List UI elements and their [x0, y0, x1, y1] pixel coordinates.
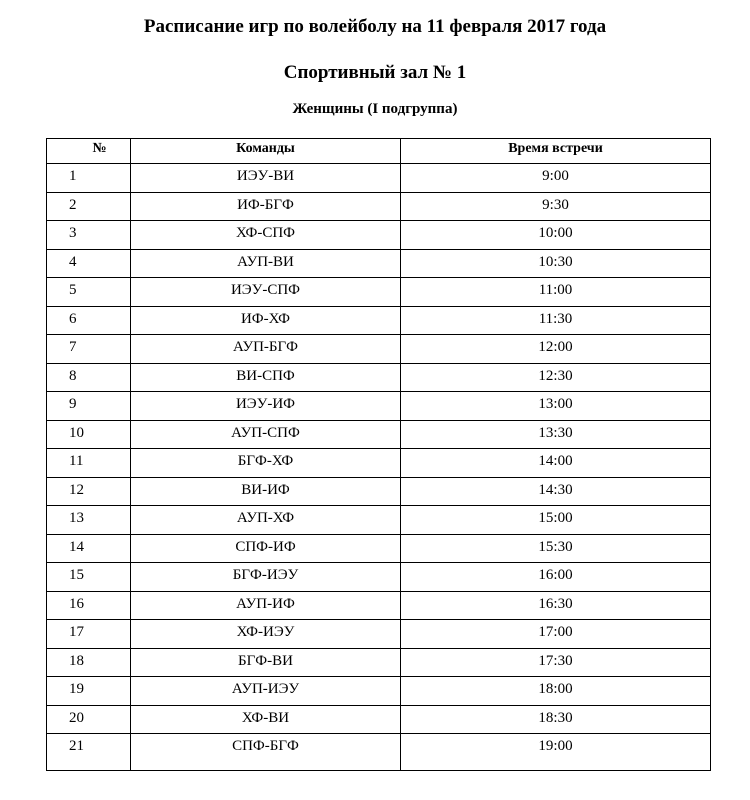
header-time: Время встречи: [401, 139, 711, 164]
row-teams: СПФ-ИФ: [131, 534, 401, 563]
row-teams: ХФ-СПФ: [131, 221, 401, 250]
row-teams: ИЭУ-ИФ: [131, 392, 401, 421]
row-time: 16:30: [401, 591, 711, 620]
row-time: 11:00: [401, 278, 711, 307]
table-row: [47, 506, 711, 535]
row-number: 11: [47, 449, 131, 478]
row-teams: ИФ-ХФ: [131, 306, 401, 335]
row-time: 18:30: [401, 705, 711, 734]
table-row: [47, 534, 711, 563]
row-number: 2: [47, 192, 131, 221]
row-time: 10:00: [401, 221, 711, 250]
row-time: 14:00: [401, 449, 711, 478]
row-number: 5: [47, 278, 131, 307]
table-row: [47, 477, 711, 506]
table-row: [47, 164, 711, 193]
table-row: [47, 335, 711, 364]
row-teams: ИЭУ-ВИ: [131, 164, 401, 193]
row-teams: АУП-ИФ: [131, 591, 401, 620]
row-time: 19:00: [401, 734, 711, 771]
row-teams: ИЭУ-СПФ: [131, 278, 401, 307]
table-row: [47, 420, 711, 449]
table-row: [47, 192, 711, 221]
row-teams: ВИ-ИФ: [131, 477, 401, 506]
row-number: 16: [47, 591, 131, 620]
row-time: 9:30: [401, 192, 711, 221]
row-number: 17: [47, 620, 131, 649]
row-number: 12: [47, 477, 131, 506]
row-number: 21: [47, 734, 131, 771]
row-time: 10:30: [401, 249, 711, 278]
header-teams: Команды: [131, 139, 401, 164]
table-row: [47, 449, 711, 478]
row-number: 3: [47, 221, 131, 250]
row-teams: АУП-ХФ: [131, 506, 401, 535]
row-teams: БГФ-ВИ: [131, 648, 401, 677]
table-row: [47, 392, 711, 421]
row-time: 13:00: [401, 392, 711, 421]
row-time: 17:00: [401, 620, 711, 649]
row-teams: БГФ-ХФ: [131, 449, 401, 478]
row-time: 16:00: [401, 563, 711, 592]
row-teams: АУП-БГФ: [131, 335, 401, 364]
table-row: [47, 278, 711, 307]
row-time: 15:30: [401, 534, 711, 563]
row-teams: АУП-ВИ: [131, 249, 401, 278]
page-title: Расписание игр по волейболу на 11 февраля 2017 года: [143, 16, 607, 37]
row-time: 15:00: [401, 506, 711, 535]
table-row: [47, 363, 711, 392]
row-number: 18: [47, 648, 131, 677]
group-subtitle: Женщины (I подгруппа): [292, 101, 458, 117]
row-teams: БГФ-ИЭУ: [131, 563, 401, 592]
row-time: 12:00: [401, 335, 711, 364]
row-time: 11:30: [401, 306, 711, 335]
row-number: 14: [47, 534, 131, 563]
table-row: [47, 734, 711, 771]
row-time: 13:30: [401, 420, 711, 449]
row-teams: СПФ-БГФ: [131, 734, 401, 771]
table-row: [47, 563, 711, 592]
row-time: 17:30: [401, 648, 711, 677]
row-number: 6: [47, 306, 131, 335]
row-time: 9:00: [401, 164, 711, 193]
row-number: 10: [47, 420, 131, 449]
table-row: [47, 620, 711, 649]
row-teams: ХФ-ВИ: [131, 705, 401, 734]
row-teams: АУП-ИЭУ: [131, 677, 401, 706]
table-row: [47, 221, 711, 250]
row-number: 19: [47, 677, 131, 706]
header-number: №: [47, 139, 131, 164]
row-number: 4: [47, 249, 131, 278]
row-teams: ВИ-СПФ: [131, 363, 401, 392]
table-row: [47, 705, 711, 734]
row-number: 15: [47, 563, 131, 592]
row-time: 12:30: [401, 363, 711, 392]
table-row: [47, 591, 711, 620]
row-number: 13: [47, 506, 131, 535]
row-number: 8: [47, 363, 131, 392]
row-teams: ХФ-ИЭУ: [131, 620, 401, 649]
table-row: [47, 648, 711, 677]
row-number: 9: [47, 392, 131, 421]
row-number: 20: [47, 705, 131, 734]
row-number: 7: [47, 335, 131, 364]
row-teams: АУП-СПФ: [131, 420, 401, 449]
table-row: [47, 677, 711, 706]
hall-subtitle: Спортивный зал № 1: [283, 62, 467, 83]
table-row: [47, 249, 711, 278]
row-time: 18:00: [401, 677, 711, 706]
row-number: 1: [47, 164, 131, 193]
table-row: [47, 306, 711, 335]
schedule-table: [46, 138, 711, 771]
table-header-row: [47, 139, 711, 164]
row-teams: ИФ-БГФ: [131, 192, 401, 221]
row-time: 14:30: [401, 477, 711, 506]
